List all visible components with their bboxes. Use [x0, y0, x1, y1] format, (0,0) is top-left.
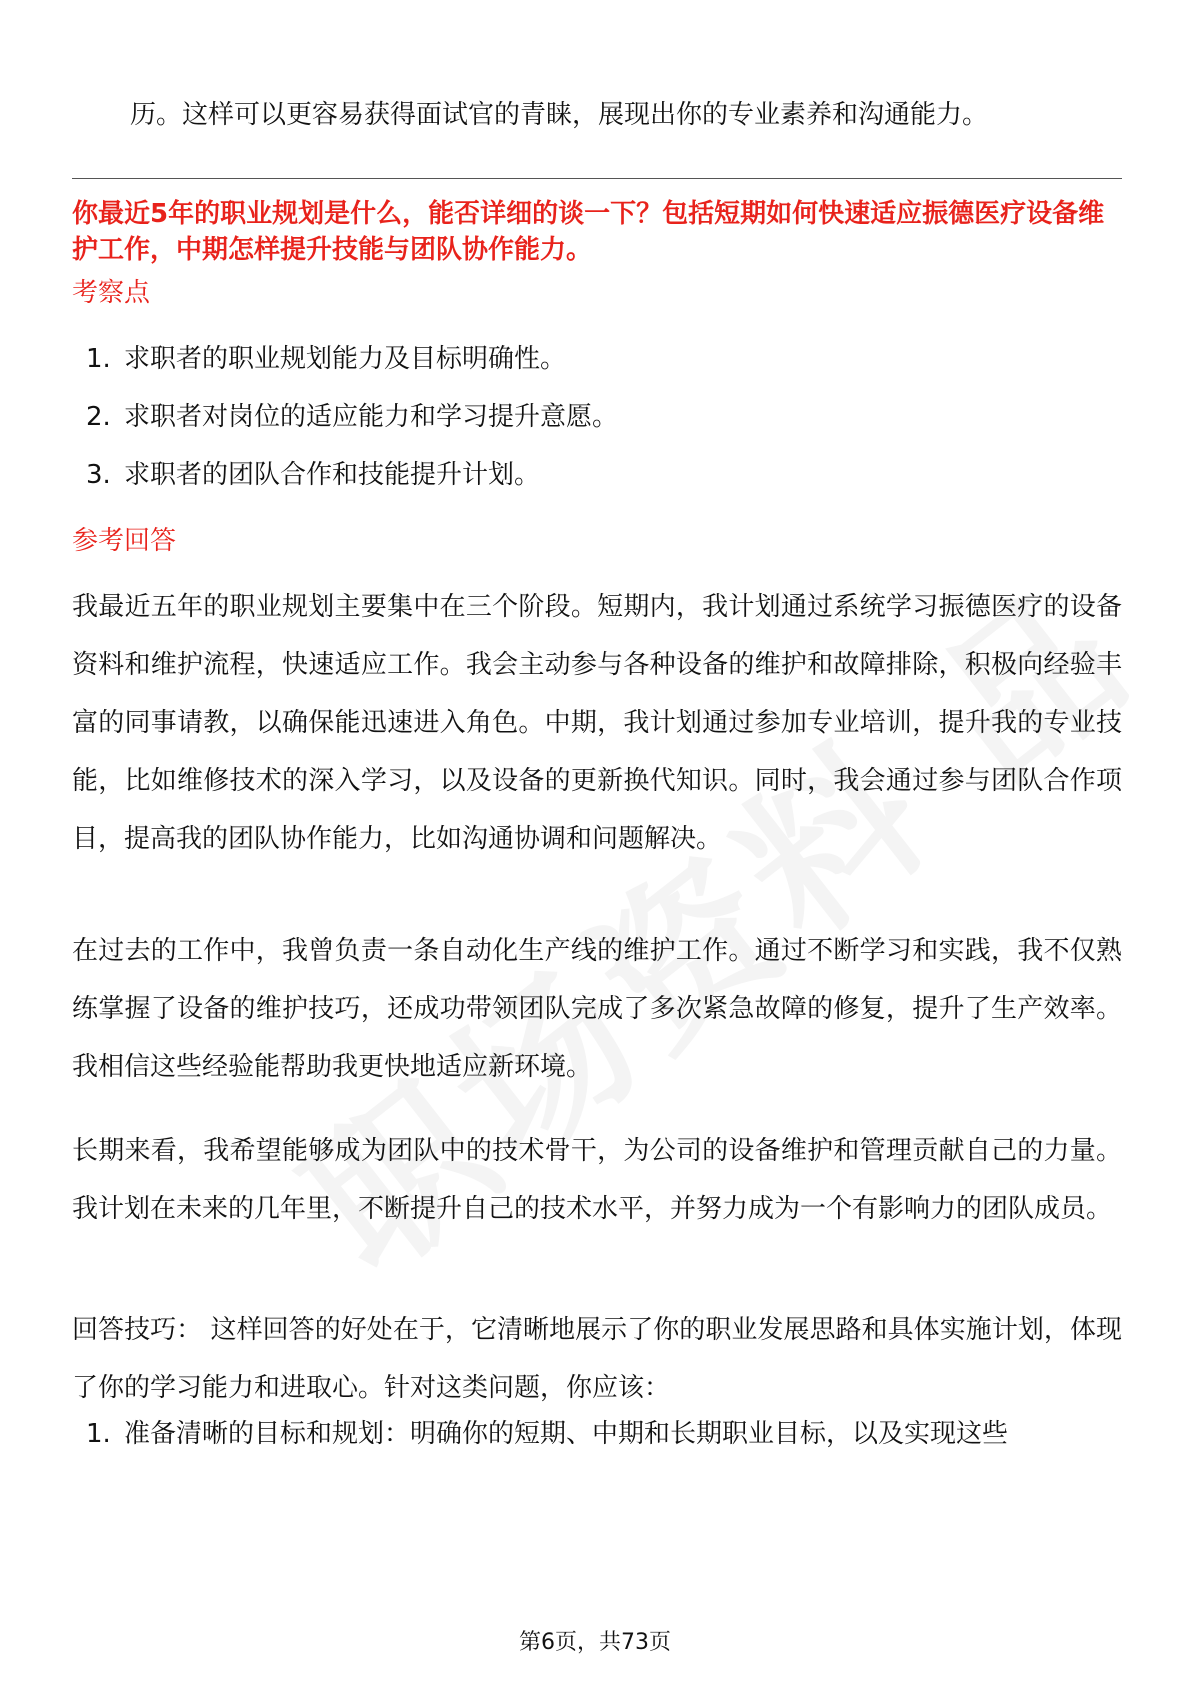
list-item: 1. 求职者的职业规划能力及目标明确性。: [86, 344, 567, 374]
question-title: 你最近5年的职业规划是什么，能否详细的谈一下？包括短期如何快速适应振德医疗设备维护工作，中期怎样提升技能与团队协作能力。: [72, 199, 1105, 265]
reference-answer-heading: 参考回答: [72, 526, 177, 556]
list-item: 1. 准备清晰的目标和规划：明确你的短期、中期和长期职业目标，以及实现这些: [86, 1419, 1009, 1449]
divider: [72, 178, 1122, 179]
answer-paragraph-2: 在过去的工作中，我曾负责一条自动化生产线的维护工作。通过不断学习和实践，我不仅熟练掌握了设备的维护技巧，还成功带领团队完成了多次紧急故障的修复，提升了生产效率。我相信这些经验能帮助我更快地适应新环境。: [72, 936, 1122, 1082]
list-item: 3. 求职者的团队合作和技能提升计划。: [86, 460, 541, 490]
answer-paragraph-1: 我最近五年的职业规划主要集中在三个阶段。短期内，我计划通过系统学习振德医疗的设备资料和维护流程，快速适应工作。我会主动参与各种设备的维护和故障排除，积极向经验丰富的同事请教，以确保能迅速进入角色。中期，我计划通过参加专业培训，提升我的专业技能，比如维修技术的深入学习，以及设备的更新换代知识。同时，我会通过参与团队合作项目，提高我的团队协作能力，比如沟通协调和问题解决。: [72, 592, 1122, 854]
exam-points-list: [86, 330, 618, 504]
continued-text: 历。这样可以更容易获得面试官的青睐，展现出你的专业素养和沟通能力。: [130, 100, 989, 130]
answer-paragraph-3: 长期来看，我希望能够成为团队中的技术骨干，为公司的设备维护和管理贡献自己的力量。我计划在未来的几年里，不断提升自己的技术水平，并努力成为一个有影响力的团队成员。: [72, 1136, 1122, 1224]
answer-tips-paragraph: 回答技巧： 这样回答的好处在于，它清晰地展示了你的职业发展思路和具体实施计划，体现了你的学习能力和进取心。针对这类问题，你应该：: [72, 1315, 1122, 1403]
exam-points-heading: 考察点: [72, 278, 151, 308]
list-item: 2. 求职者对岗位的适应能力和学习提升意愿。: [86, 402, 619, 432]
tips-list: [86, 1405, 1008, 1463]
page-number: 第6页，共73页: [519, 1630, 671, 1655]
